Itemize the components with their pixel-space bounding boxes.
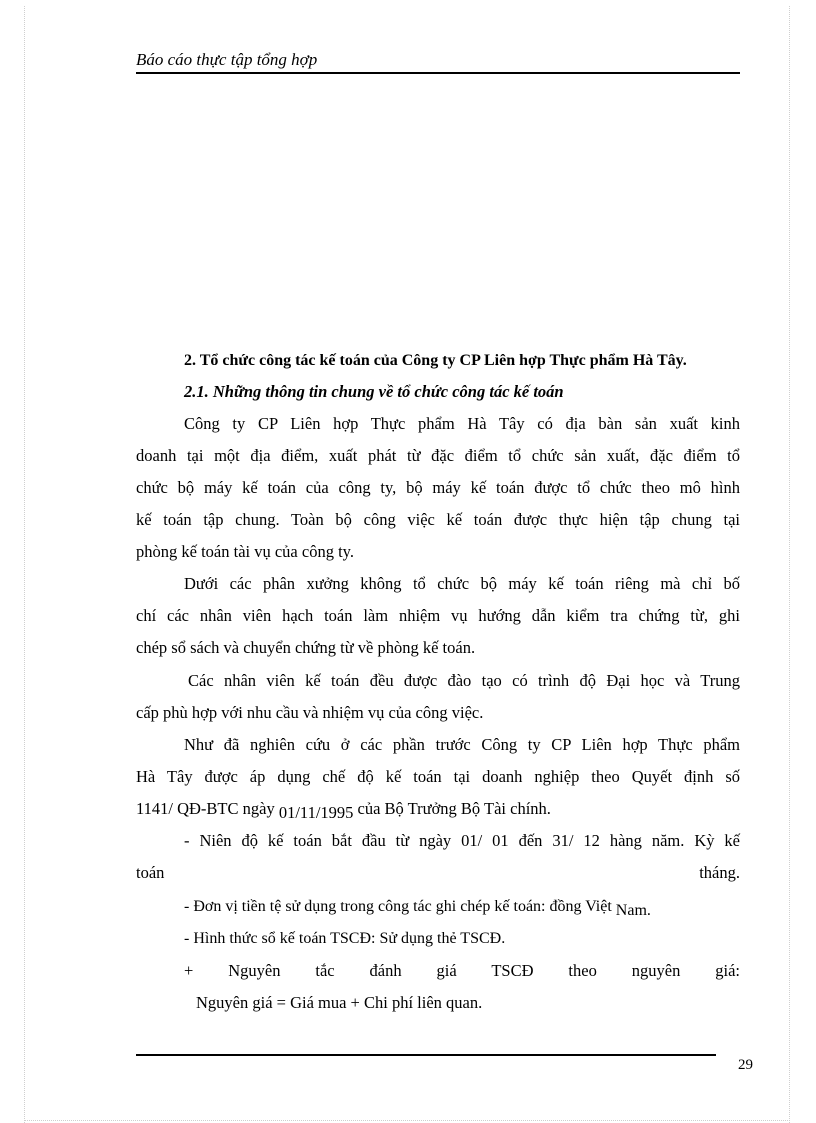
paragraph-line: Công ty CP Liên hợp Thực phẩm Hà Tây có địa bàn sản xuất kinh xyxy=(184,414,740,433)
page-number: 29 xyxy=(738,1057,753,1073)
paragraph-line: toán tháng. xyxy=(136,863,740,882)
currency-text: - Đơn vị tiền tệ sử dụng trong công tác ghi chép kế toán: đồng Việt xyxy=(184,898,616,915)
paragraph-line: - Niên độ kế toán bắt đầu từ ngày 01/ 01 đến 31/ 12 hàng năm. Kỳ kế xyxy=(184,831,740,850)
subsection-heading: 2.1. Những thông tin chung về tổ chức công tác kế toán xyxy=(184,382,564,401)
paragraph-line xyxy=(136,798,740,820)
currency-tail: Nam. xyxy=(615,902,651,919)
paragraph-line: + Nguyên tắc đánh giá TSCĐ theo nguyên giá: xyxy=(184,961,740,980)
paragraph-line: Các nhân viên kế toán đều được đào tạo có trình độ Đại học và Trung xyxy=(188,671,740,690)
decision-date: 01/11/1995 xyxy=(278,803,354,822)
paragraph-line: cấp phù hợp với nhu cầu và nhiệm vụ của công việc. xyxy=(136,703,484,722)
decision-reference: 1141/ QĐ-BTC ngày xyxy=(136,799,279,818)
paragraph-line: Dưới các phân xưởng không tổ chức bộ máy kế toán riêng mà chỉ bố xyxy=(184,574,740,593)
header-title: Báo cáo thực tập tổng hợp xyxy=(136,50,318,69)
paragraph-line: kế toán tập chung. Toàn bộ công việc kế toán được thực hiện tập chung tại xyxy=(136,510,740,529)
paragraph-line: chí các nhân viên hạch toán làm nhiệm vụ hướng dẫn kiểm tra chứng từ, ghi xyxy=(136,606,740,625)
section-heading: 2. Tổ chức công tác kế toán của Công ty CP Liên hợp Thực phẩm Hà Tây. xyxy=(184,352,687,369)
paragraph-line: phòng kế toán tài vụ của công ty. xyxy=(136,542,354,561)
page-border xyxy=(24,6,790,1123)
decision-issuer: của Bộ Trưởng Bộ Tài chính. xyxy=(353,799,551,818)
paragraph-line: doanh tại một địa điểm, xuất phát từ đặc điểm tổ chức sản xuất, đặc điểm tổ xyxy=(136,446,740,465)
formula-line: Nguyên giá = Giá mua + Chi phí liên quan. xyxy=(196,993,483,1012)
paragraph-line: chép sổ sách và chuyển chứng từ về phòng kế toán. xyxy=(136,638,476,657)
footer-rule xyxy=(136,1054,716,1056)
paragraph-line: - Hình thức sổ kế toán TSCĐ: Sử dụng thẻ TSCĐ. xyxy=(184,930,506,947)
page-header xyxy=(136,48,740,74)
page-bottom-edge xyxy=(24,1120,790,1121)
paragraph-line: Như đã nghiên cứu ở các phần trước Công ty CP Liên hợp Thực phẩm xyxy=(184,735,740,754)
paragraph-line: Hà Tây được áp dụng chế độ kế toán tại doanh nghiệp theo Quyết định số xyxy=(136,767,740,786)
paragraph-line xyxy=(184,896,740,918)
paragraph-line: chức bộ máy kế toán của công ty, bộ máy kế toán được tổ chức theo mô hình xyxy=(136,478,740,497)
